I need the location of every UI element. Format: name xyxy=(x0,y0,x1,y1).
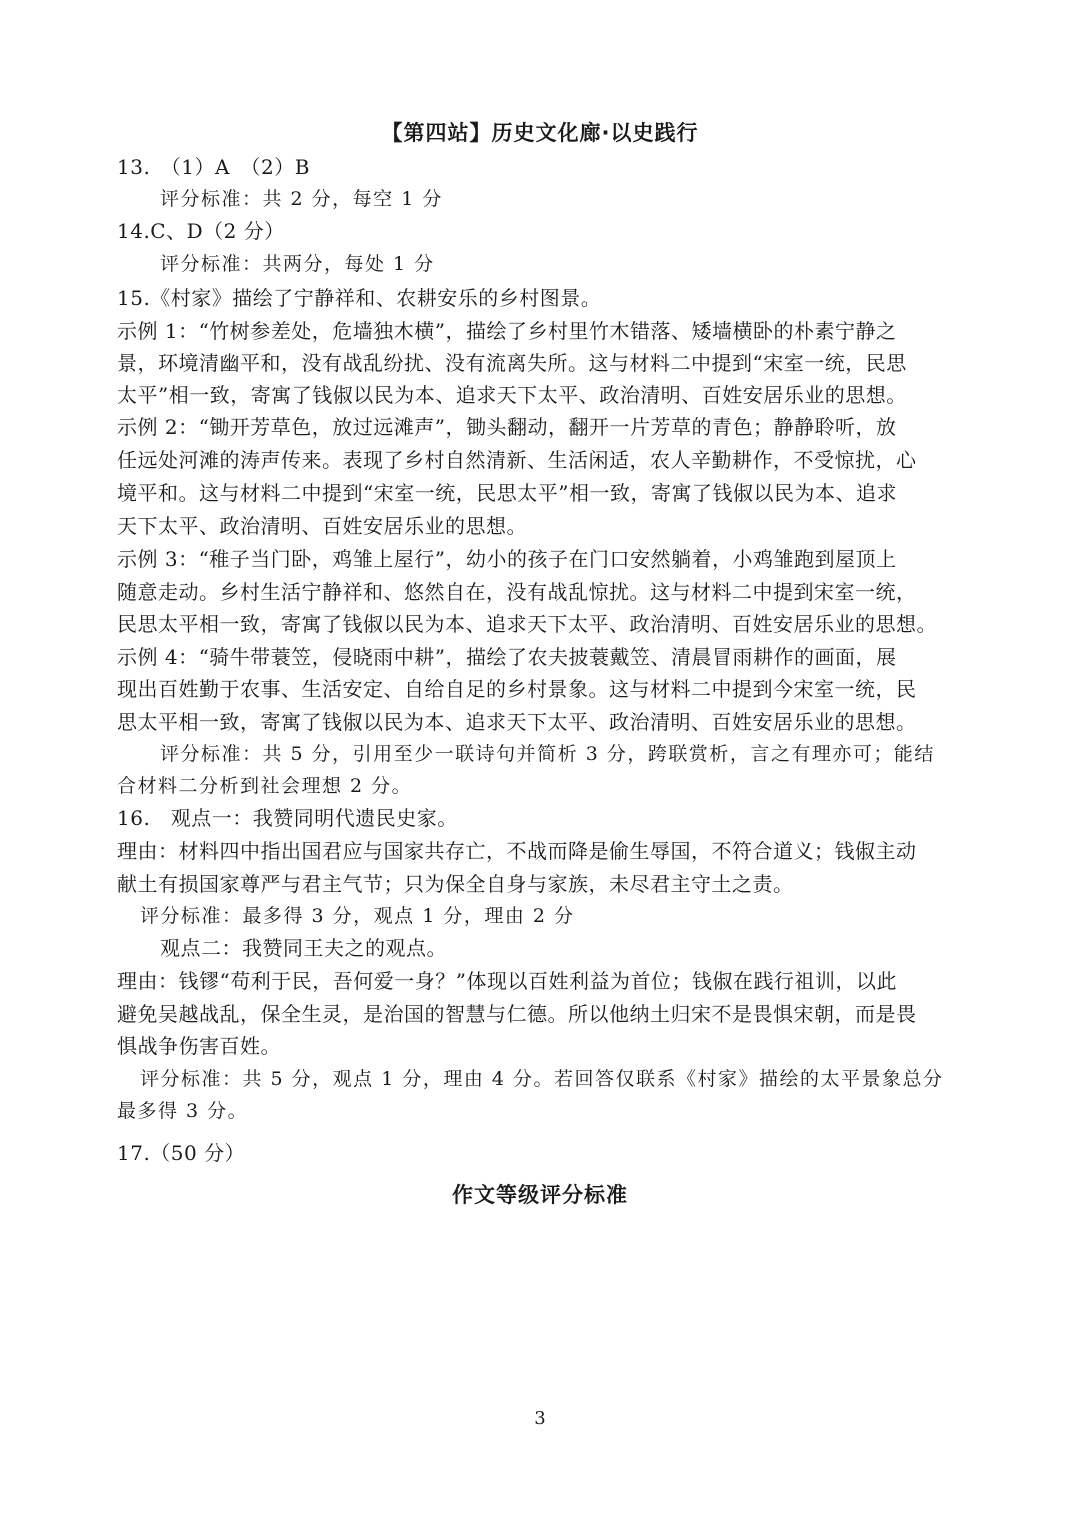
q15-example4-line3: 思太平相一致，寄寓了钱俶以民为本、追求天下太平、政治清明、百姓安居乐业的思想。 xyxy=(117,710,917,734)
q16-scoring1: 评分标准：最多得 3 分，观点 1 分，理由 2 分 xyxy=(140,905,575,927)
q15-example4-line2: 现出百姓勤于农事、生活安定、自给自足的乡村景象。这与材料二中提到今宋室一统，民 xyxy=(117,677,917,701)
q15-example2-line2: 任远处河滩的涛声传来。表现了乡村自然清新、生活闲适，农人辛勤耕作，不受惊扰，心 xyxy=(117,448,917,472)
q15-example1-line2: 景，环境清幽平和，没有战乱纷扰、没有流离失所。这与材料二中提到“宋室一统，民思 xyxy=(117,351,907,375)
q15-example2-line4: 天下太平、政治清明、百姓安居乐业的思想。 xyxy=(117,514,527,538)
q14-scoring: 评分标准：共两分，每处 1 分 xyxy=(160,253,435,275)
page-number: 3 xyxy=(534,1408,546,1429)
q16-reason2-line1: 理由：钱镠“苟利于民，吾何爱一身？”体现以百姓利益为首位；钱俶在践行祖训，以此 xyxy=(117,969,897,993)
q15-example4-line1: 示例 4：“骑牛带蓑笠，侵晓雨中耕”，描绘了农夫披蓑戴笠、清晨冒雨耕作的画面，展 xyxy=(117,645,897,669)
q16-reason1-line2: 献土有损国家尊严与君主气节；只为保全自身与家族，未尽君主守土之责。 xyxy=(117,872,794,896)
q16-reason1-line1: 理由：材料四中指出国君应与国家共存亡，不战而降是偷生辱国，不符合道义；钱俶主动 xyxy=(117,839,917,863)
q13-answer: 13. （1）A （2）B xyxy=(117,155,310,179)
q16-reason2-line3: 惧战争伤害百姓。 xyxy=(117,1034,281,1058)
q15-example3-line3: 民思太平相一致，寄寓了钱俶以民为本、追求天下太平、政治清明、百姓安居乐业的思想。 xyxy=(117,612,937,636)
q15-example3-line2: 随意走动。乡村生活宁静祥和、悠然自在，没有战乱惊扰。这与材料二中提到宋室一统， xyxy=(117,580,917,604)
q15-answer: 15.《村家》描绘了宁静祥和、农耕安乐的乡村图景。 xyxy=(117,286,602,310)
q16-scoring2-line2: 最多得 3 分。 xyxy=(117,1100,249,1122)
q15-example1-line3: 太平”相一致，寄寓了钱俶以民为本、追求天下太平、政治清明、百姓安居乐业的思想。 xyxy=(117,383,907,407)
q15-example2-line3: 境平和。这与材料二中提到“宋室一统，民思太平”相一致，寄寓了钱俶以民为本、追求 xyxy=(117,481,897,505)
essay-grading-title: 作文等级评分标准 xyxy=(452,1183,628,1207)
section-title: 【第四站】历史文化廊·以史践行 xyxy=(381,121,699,145)
q15-example1-line1: 示例 1：“竹树参差处，危墙独木横”，描绘了乡村里竹木错落、矮墙横卧的朴素宁静之 xyxy=(117,319,897,343)
q14-answer: 14.C、D（2 分） xyxy=(117,219,285,243)
q17-heading: 17.（50 分） xyxy=(117,1141,246,1165)
q15-example3-line1: 示例 3：“稚子当门卧，鸡雏上屋行”，幼小的孩子在门口安然躺着，小鸡雏跑到屋顶上 xyxy=(117,547,897,571)
q13-scoring: 评分标准：共 2 分，每空 1 分 xyxy=(160,188,443,210)
q16-viewpoint2: 观点二：我赞同王夫之的观点。 xyxy=(160,936,447,960)
q16-scoring2-line1: 评分标准：共 5 分，观点 1 分，理由 4 分。若回答仅联系《村家》描绘的太平景象总分 xyxy=(140,1068,944,1090)
q15-scoring-line1: 评分标准：共 5 分，引用至少一联诗句并简析 3 分，跨联赏析，言之有理亦可；能结 xyxy=(160,743,935,765)
q15-scoring-line2: 合材料二分析到社会理想 2 分。 xyxy=(117,775,413,797)
q16-reason2-line2: 避免吴越战乱，保全生灵，是治国的智慧与仁德。所以他纳土归宋不是畏惧宋朝，而是畏 xyxy=(117,1002,917,1026)
q16-viewpoint1: 16. 观点一：我赞同明代遗民史家。 xyxy=(117,806,458,830)
q15-example2-line1: 示例 2：“锄开芳草色，放过远滩声”，锄头翻动，翻开一片芳草的青色；静静聆听，放 xyxy=(117,415,897,439)
